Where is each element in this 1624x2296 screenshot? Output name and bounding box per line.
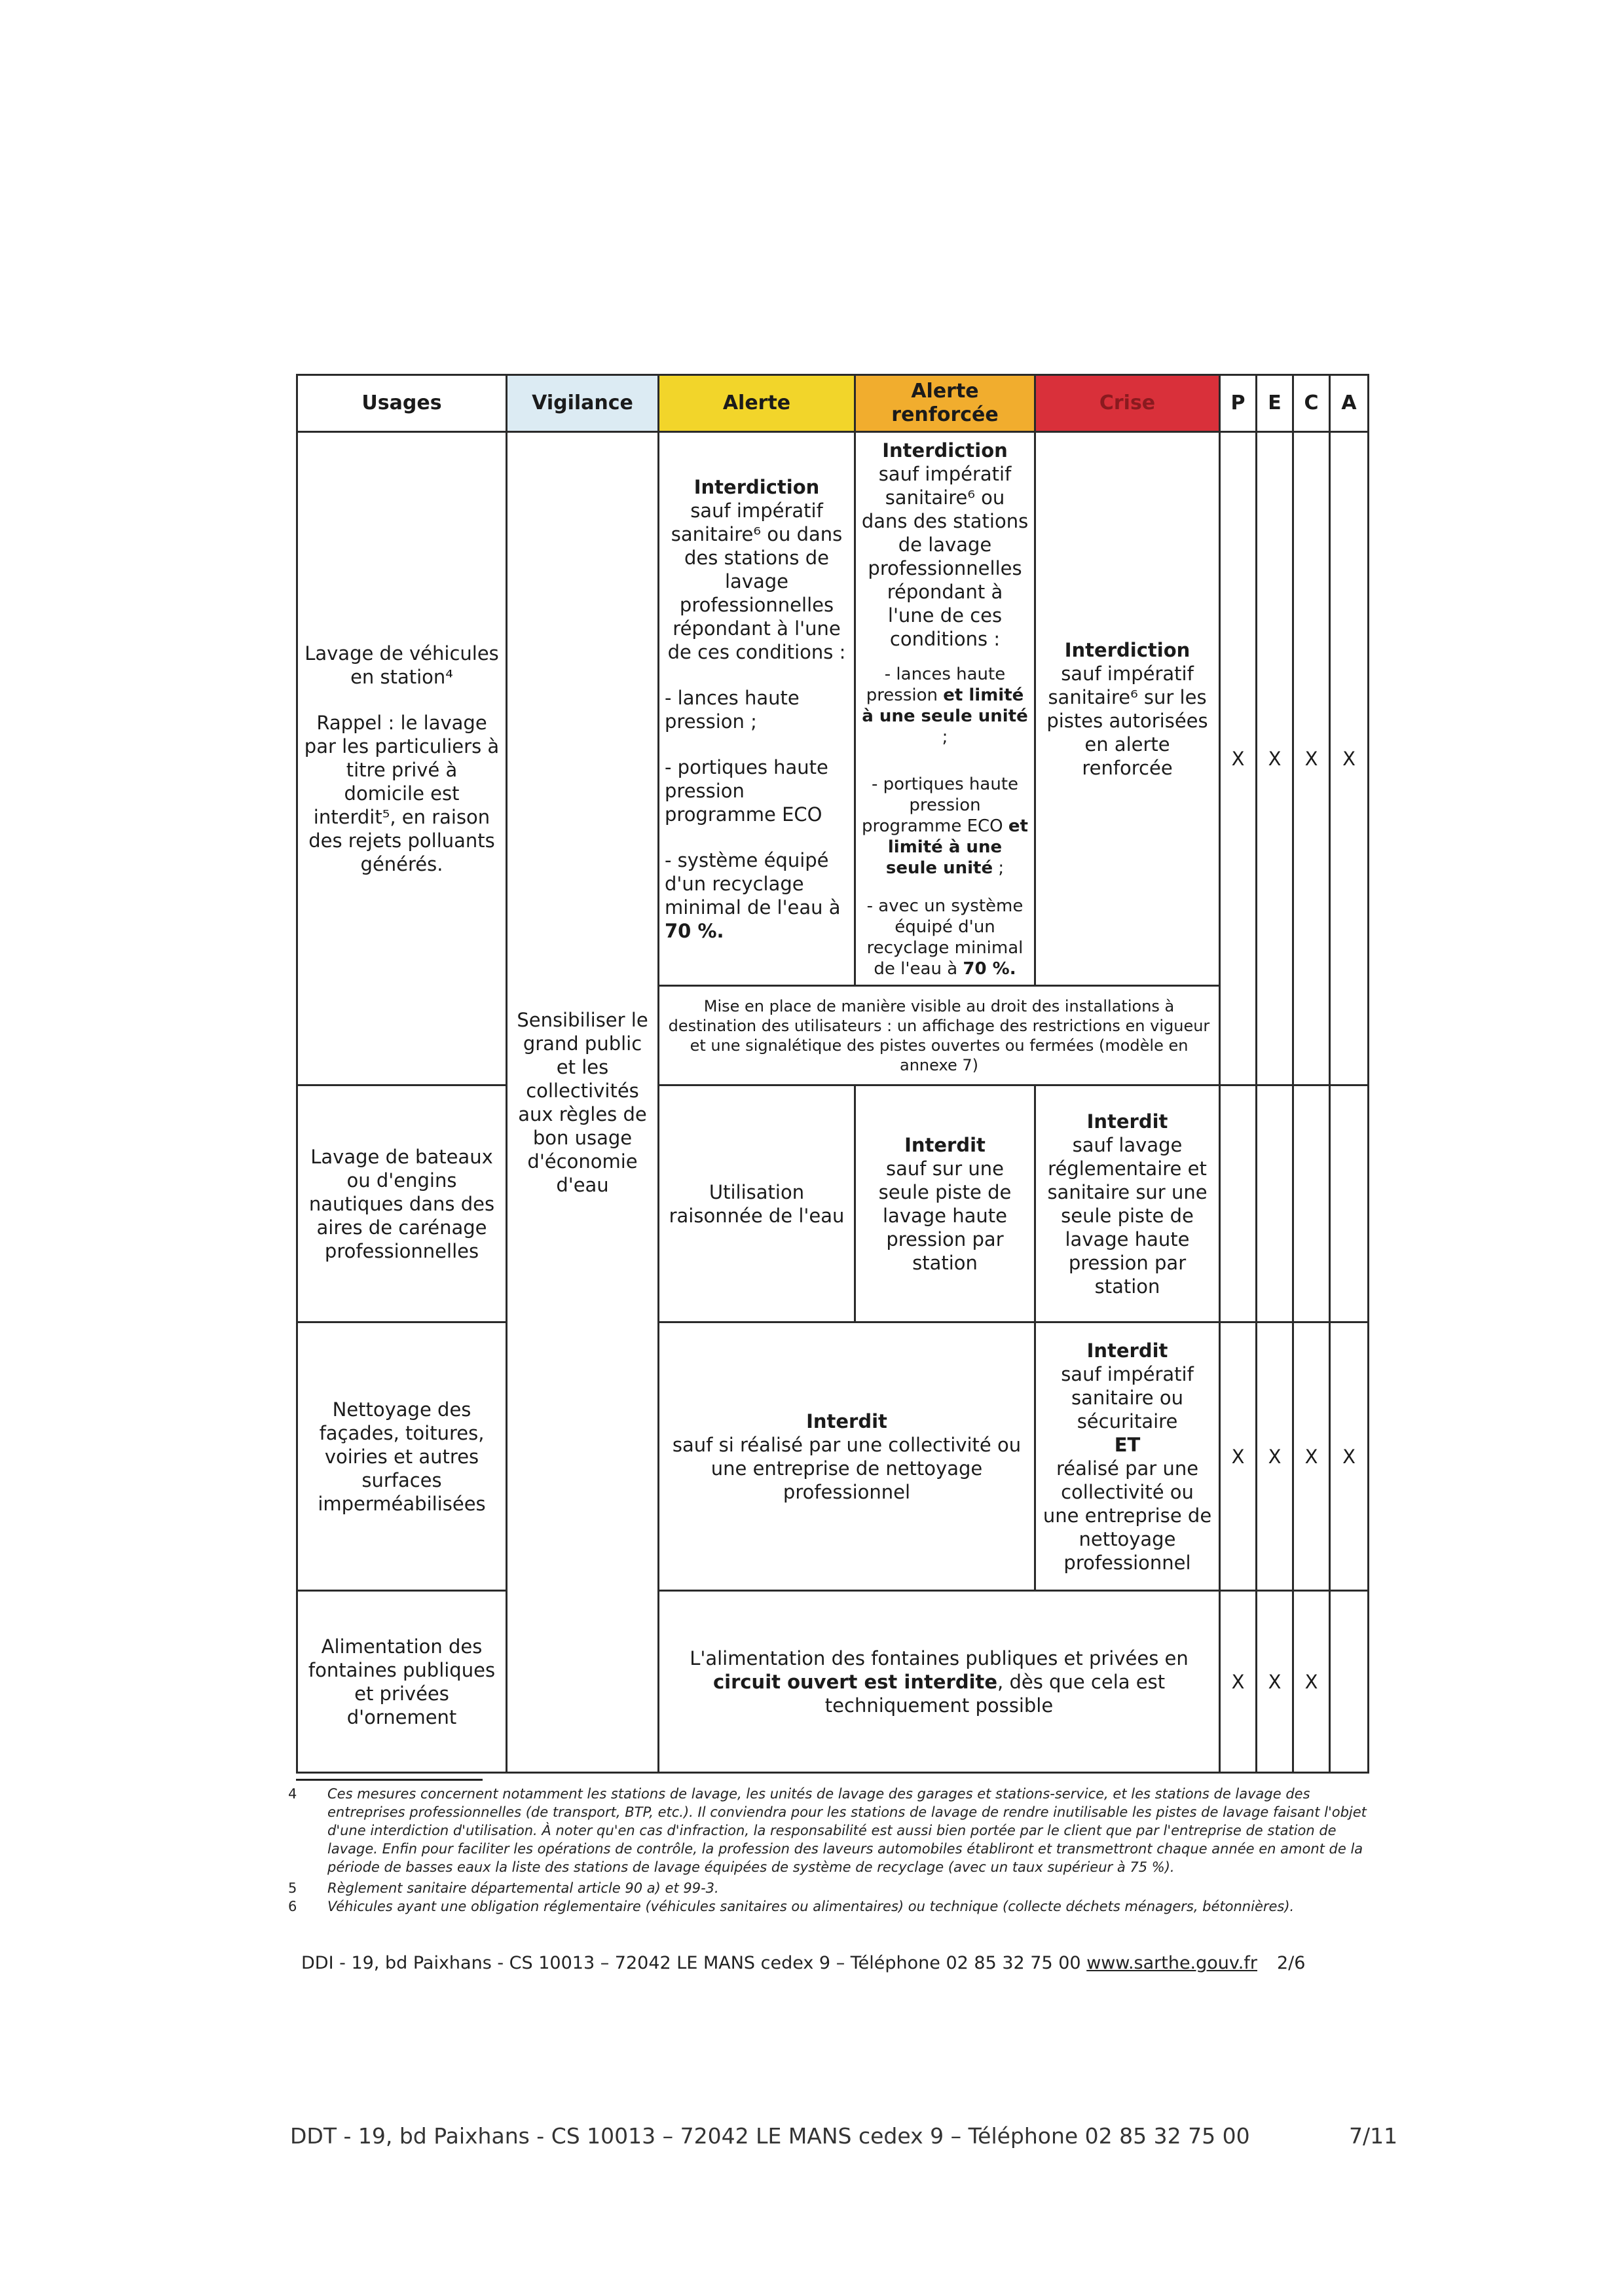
renf-c2-end: ; — [993, 858, 1005, 878]
table-row — [297, 1322, 1369, 1591]
footnote-separator — [296, 1779, 483, 1781]
table-row — [297, 1085, 1369, 1322]
merged-bold: Interdit — [806, 1410, 887, 1432]
alerte-cell — [659, 432, 855, 986]
mark-p: X — [1220, 1322, 1257, 1591]
vigilance-cell — [507, 432, 659, 1773]
renforcee-condition-2 — [861, 774, 1029, 879]
mark-a — [1330, 1591, 1369, 1773]
renforcee-cell — [855, 1085, 1035, 1322]
crise-bold: Interdiction — [1064, 638, 1190, 661]
mark-c: X — [1293, 1322, 1330, 1591]
renforcee-condition-3 — [861, 896, 1029, 979]
footnote-text: Ces mesures concernent notamment les stations de lavage, les unités de lavage des garages et stations-service, et les stations de lavage des entreprises professionnelles (de transport, BTP, etc.). Il conviendra pour les stations de lavage de rendre inutilisable les pistes de lavage faisant l'objet d'une interdiction d'utilisation. À noter qu'en cas d'infraction, la responsabilité est aussi bien portée par le client que par l'entreprise de station de lavage. Enfin pour faciliter les opérations de contrôle, la profession des laveurs automobiles établiront et transmettront chaque année en amont de la période de basses eaux la liste des stations de lavage équipées de système de recyclage (avec un taux supérieur à 75 %). — [327, 1786, 1367, 1875]
outer-footer: DDT - 19, bd Paixhans - CS 10013 – 72042 LE MANS cedex 9 – Téléphone 02 85 32 75 00 — [290, 2123, 1250, 2149]
mark-p: X — [1220, 1591, 1257, 1773]
usage-text: Nettoyage des façades, toitures, voiries et autres surfaces imperméabilisées — [318, 1398, 486, 1515]
header-e: E — [1257, 375, 1293, 432]
renforcee-text: sauf sur une seule piste de lavage haute pression par station — [878, 1157, 1012, 1274]
mark-p — [1220, 1085, 1257, 1322]
mark-e: X — [1257, 432, 1293, 1085]
usage-nettoyage-facades — [297, 1322, 507, 1591]
header-a: A — [1330, 375, 1369, 432]
outer-page-number: 7/11 — [1349, 2123, 1398, 2149]
table-row — [297, 432, 1369, 986]
renf-c1-bold: et limité à une seule unité — [862, 685, 1028, 726]
alerte-cell — [659, 1085, 855, 1322]
usage-title: Lavage de véhicules en station⁴ — [304, 642, 499, 688]
mise-en-place-cell — [659, 986, 1220, 1085]
header-crise: Crise — [1035, 375, 1220, 432]
renforcee-cell — [855, 432, 1035, 986]
header-alerte: Alerte — [659, 375, 855, 432]
renf-c1-text: - lances haute pression — [866, 664, 1006, 705]
header-p: P — [1220, 375, 1257, 432]
mark-c: X — [1293, 432, 1330, 1085]
inner-page-number: 2/6 — [1277, 1953, 1306, 1973]
usage-lavage-vehicules — [297, 432, 507, 1085]
alerte-condition-2: - portiques haute pression programme ECO — [665, 756, 828, 826]
crise-text-2: réalisé par une collectivité ou une entreprise de nettoyage professionnel — [1043, 1457, 1212, 1574]
mark-a — [1330, 1085, 1369, 1322]
alerte-condition-3 — [665, 848, 849, 943]
merged-text-a: L'alimentation des fontaines publiques et privées en — [690, 1647, 1189, 1669]
header-alerte-renforcee: Alerte renforcée — [855, 375, 1035, 432]
alerte-text: Utilisation raisonnée de l'eau — [669, 1180, 845, 1227]
crise-text: sauf lavage réglementaire et sanitaire sur une seule piste de lavage haute pression par station — [1047, 1133, 1208, 1298]
mark-a: X — [1330, 432, 1369, 1085]
crise-text: sauf impératif sanitaire⁶ sur les pistes autorisées en alerte renforcée — [1046, 662, 1208, 779]
renforcee-condition-1 — [861, 664, 1029, 748]
vigilance-text: Sensibiliser le grand public et les collectivités aux règles de bon usage d'économie d'eau — [517, 1008, 648, 1196]
mark-e: X — [1257, 1322, 1293, 1591]
website-link[interactable]: www.sarthe.gouv.fr — [1086, 1953, 1257, 1973]
crise-bold-2: ET — [1114, 1433, 1141, 1456]
merged-text: sauf si réalisé par une collectivité ou une entreprise de nettoyage professionnel — [672, 1433, 1022, 1503]
renf-c2-text: - portiques haute pression programme ECO — [862, 774, 1019, 836]
header-usages: Usages — [297, 375, 507, 432]
renforcee-bold: Interdit — [904, 1133, 986, 1156]
renf-c3-bold: 70 %. — [963, 958, 1016, 979]
footnote-number: 5 — [288, 1880, 297, 1896]
usage-lavage-bateaux — [297, 1085, 507, 1322]
crise-bold-1: Interdit — [1086, 1339, 1168, 1362]
renforcee-bold: Interdiction — [882, 439, 1008, 462]
alerte-renforcee-merged-cell — [659, 1322, 1035, 1591]
alerte-bold: Interdiction — [693, 475, 820, 498]
renf-c3-text: - avec un système équipé d'un recyclage minimal de l'eau à — [866, 896, 1024, 979]
header-c: C — [1293, 375, 1330, 432]
alerte-c3-text: - système équipé d'un recyclage minimal de l'eau à — [665, 848, 841, 919]
crise-bold: Interdit — [1086, 1110, 1168, 1133]
crise-text-1: sauf impératif sanitaire ou sécuritaire — [1061, 1362, 1194, 1432]
usage-text: Lavage de bateaux ou d'engins nautiques dans des aires de carénage professionnelles — [308, 1145, 495, 1262]
mark-e — [1257, 1085, 1293, 1322]
header-row — [297, 375, 1369, 432]
header-vigilance: Vigilance — [507, 375, 659, 432]
footnote-number: 4 — [288, 1786, 297, 1802]
mark-c: X — [1293, 1591, 1330, 1773]
usage-text: Alimentation des fontaines publiques et privées d'ornement — [308, 1635, 496, 1728]
fontaines-merged-cell — [659, 1591, 1220, 1773]
footnote-6 — [288, 1897, 1369, 1916]
alerte-c3-bold: 70 %. — [665, 919, 724, 942]
alerte-condition-1: - lances haute pression ; — [665, 686, 800, 733]
mise-en-place-text: Mise en place de manière visible au droit des installations à destination des utilisateurs : un affichage des restrictions en vigueur et une signalétique des pistes ouvertes ou fermées (modèle en annexe 7) — [668, 996, 1210, 1074]
renforcee-text: sauf impératif sanitaire⁶ ou dans des stations de lavage professionnelles répondant à l'une de ces conditions : — [861, 462, 1029, 650]
restrictions-table — [296, 374, 1369, 1774]
renf-c2-bold: et limité à une seule unité — [885, 816, 1028, 878]
footnote-text: Règlement sanitaire départemental article 90 a) et 99-3. — [327, 1880, 719, 1896]
alerte-text: sauf impératif sanitaire⁶ ou dans des stations de lavage professionnelles répondant à l'une de ces conditions : — [667, 499, 846, 663]
crise-cell — [1035, 1085, 1220, 1322]
merged-text-c: , dès que cela est techniquement possible — [824, 1670, 1166, 1717]
inner-footer-text: DDI - 19, bd Paixhans - CS 10013 – 72042 LE MANS cedex 9 – Téléphone 02 85 32 75 00 — [301, 1953, 1087, 1973]
merged-text-bold: circuit ouvert est interdite — [712, 1670, 998, 1693]
inner-footer — [301, 1953, 1257, 1973]
usage-note: Rappel : le lavage par les particuliers à titre privé à domicile est interdit⁵, en raison des rejets polluants générés. — [304, 711, 500, 875]
mark-c — [1293, 1085, 1330, 1322]
mark-a: X — [1330, 1322, 1369, 1591]
crise-cell — [1035, 432, 1220, 986]
footnote-text: Véhicules ayant une obligation réglementaire (véhicules sanitaires ou alimentaires) ou technique (collecte déchets ménagers, bétonnières). — [327, 1899, 1295, 1914]
footnote-5 — [288, 1879, 1369, 1897]
table-row — [297, 1591, 1369, 1773]
footnote-number: 6 — [288, 1899, 297, 1914]
renf-c1-end: ; — [942, 727, 948, 747]
footnote-4 — [288, 1785, 1369, 1876]
mark-e: X — [1257, 1591, 1293, 1773]
crise-cell — [1035, 1322, 1220, 1591]
mark-p: X — [1220, 432, 1257, 1085]
usage-fontaines — [297, 1591, 507, 1773]
